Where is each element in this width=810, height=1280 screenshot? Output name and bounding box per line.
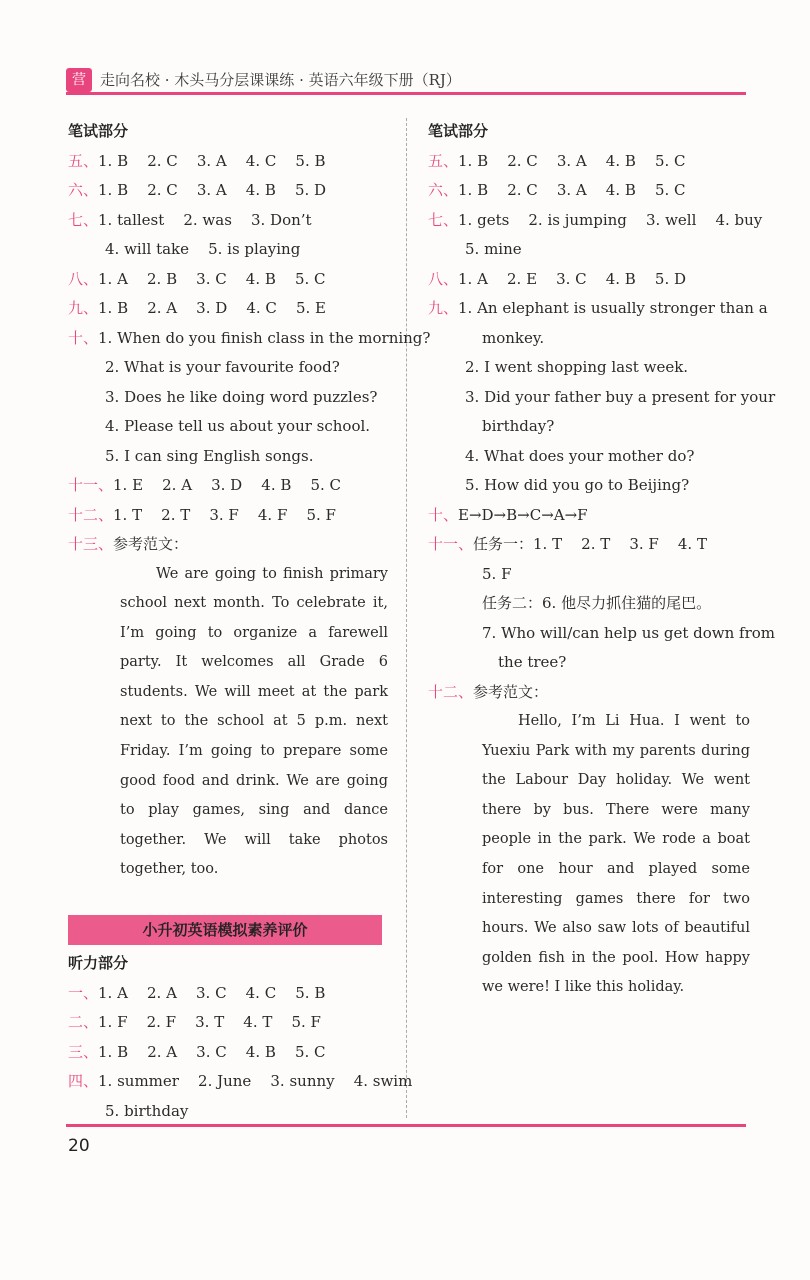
answer-text: 1. summer 2. June 3. sunny 4. swim xyxy=(98,1072,413,1091)
answer-row xyxy=(68,235,388,265)
answer-text: 1. tallest 2. was 3. Don’t xyxy=(98,210,312,229)
header-rule xyxy=(66,92,746,95)
answer-row xyxy=(68,147,388,177)
answer-row xyxy=(428,235,750,265)
answer-text: 1. B 2. C 3. A 4. B 5. C xyxy=(458,151,686,170)
question-number: 三、 xyxy=(68,1042,99,1061)
question-number: 一、 xyxy=(68,983,99,1002)
section-title: 听力部分 xyxy=(68,954,129,973)
answer-row xyxy=(428,147,750,177)
answer-text: 2. I went shopping last week. xyxy=(465,358,689,376)
answer-text: 5. How did you go to Beijing? xyxy=(465,476,690,494)
answer-list xyxy=(428,147,776,708)
question-number: 六、 xyxy=(68,181,99,199)
question-number: 八、 xyxy=(428,269,459,288)
question-number: 十一、 xyxy=(68,476,114,494)
answer-row xyxy=(68,383,388,413)
essay-paragraph: We are going to finish primary school next month. To celebrate it, I’m going to organize a farewell party. It welcomes all Grade 6 students. We will meet at the park next to the school at 5 p.m. next Friday. I’m going to prepare some good food and drink. We are going to play games, sing and dance together. We will take photos together, too. xyxy=(120,565,388,878)
question-number: 七、 xyxy=(428,210,459,229)
answer-row xyxy=(68,176,388,206)
question-number: 十二、 xyxy=(68,505,114,524)
answer-row xyxy=(428,501,750,531)
answer-text: monkey. xyxy=(482,328,545,347)
right-column xyxy=(428,117,776,1003)
answer-list xyxy=(68,979,413,1127)
answer-row xyxy=(68,530,388,560)
answer-row xyxy=(428,619,775,649)
answer-text: 1. An elephant is usually stronger than a xyxy=(458,299,768,317)
answer-text: 2. What is your favourite food? xyxy=(105,358,340,376)
answer-row xyxy=(68,1067,413,1097)
answer-text: E→D→B→C→A→F xyxy=(458,505,588,524)
answer-row xyxy=(428,294,768,324)
header-title: 走向名校 · 木头马分层课课练 · 英语六年级下册（RJ） xyxy=(100,71,461,89)
answer-text: 1. When do you finish class in the morning? xyxy=(98,328,431,347)
section-title: 笔试部分 xyxy=(68,122,129,140)
answer-row xyxy=(68,206,388,236)
question-number: 八、 xyxy=(68,269,99,288)
answer-row xyxy=(428,412,750,442)
answer-text: 4. will take 5. is playing xyxy=(105,240,301,258)
footer-rule xyxy=(66,1124,746,1127)
answer-row xyxy=(428,678,750,708)
answer-text: 4. Please tell us about your school. xyxy=(105,417,371,435)
answer-text: 5. mine xyxy=(465,240,522,258)
answer-row xyxy=(68,412,388,442)
answer-row xyxy=(428,176,750,206)
section-banner: 小升初英语模拟素养评价 xyxy=(68,915,382,945)
question-number: 七、 xyxy=(68,210,99,229)
answer-row xyxy=(68,501,388,531)
answer-text: the tree? xyxy=(498,653,567,671)
column-divider xyxy=(406,118,407,1118)
answer-row xyxy=(68,324,431,354)
answer-text: 7. Who will/can help us get down from xyxy=(482,623,775,642)
question-number: 六、 xyxy=(428,181,459,199)
answer-text: birthday? xyxy=(482,417,555,435)
answer-text: 参考范文： xyxy=(113,535,189,553)
question-number: 九、 xyxy=(68,299,99,317)
question-number: 十一、 xyxy=(428,535,474,553)
answer-text: 3. Does he like doing word puzzles? xyxy=(105,387,378,406)
question-number: 十二、 xyxy=(428,682,474,701)
answer-row xyxy=(68,1038,388,1068)
answer-row xyxy=(68,265,388,295)
question-number: 四、 xyxy=(68,1072,99,1091)
answer-text: 3. Did your father buy a present for your xyxy=(465,387,776,406)
answer-row xyxy=(428,648,750,678)
left-column xyxy=(68,117,431,1126)
answer-row xyxy=(68,1008,388,1038)
question-number: 二、 xyxy=(68,1013,99,1032)
answer-text: 1. F 2. F 3. T 4. T 5. F xyxy=(98,1013,321,1032)
answer-row xyxy=(428,560,750,590)
answer-text: 任务二：6. 他尽力抓住猫的尾巴。 xyxy=(482,594,712,612)
answer-text: 1. A 2. B 3. C 4. B 5. C xyxy=(98,269,326,288)
answer-text: 1. B 2. A 3. D 4. C 5. E xyxy=(98,299,327,317)
answer-row xyxy=(428,471,750,501)
answer-row xyxy=(68,1097,388,1127)
answer-text: 1. A 2. A 3. C 4. C 5. B xyxy=(98,983,326,1002)
answer-row xyxy=(428,206,763,236)
answer-row xyxy=(428,589,750,619)
answer-row xyxy=(428,353,750,383)
question-number: 五、 xyxy=(68,151,99,170)
answer-text: 1. T 2. T 3. F 4. F 5. F xyxy=(113,505,336,524)
answer-text: 任务一：1. T 2. T 3. F 4. T xyxy=(473,535,707,553)
answer-text: 5. birthday xyxy=(105,1101,189,1120)
answer-text: 1. B 2. C 3. A 4. C 5. B xyxy=(98,151,326,170)
essay-paragraph: Hello, I’m Li Hua. I went to Yuexiu Park with my parents during the Labour Day holiday. We went there by bus. There were many people in the park. We rode a boat for one hour and played some interesting games there for two hours. We also saw lots of beautiful golden fish in the pool. How happy we were! I like this holiday. xyxy=(482,713,750,996)
answer-text: 1. E 2. A 3. D 4. B 5. C xyxy=(113,476,342,494)
question-number: 十三、 xyxy=(68,535,114,553)
answer-text: 5. F xyxy=(482,564,512,583)
question-number: 十、 xyxy=(428,505,459,524)
answer-text: 1. B 2. C 3. A 4. B 5. D xyxy=(98,181,327,199)
answer-row xyxy=(428,530,750,560)
question-number: 十、 xyxy=(68,328,99,347)
answer-text: 1. B 2. A 3. C 4. B 5. C xyxy=(98,1042,326,1061)
answer-row xyxy=(428,265,750,295)
section-title: 笔试部分 xyxy=(428,122,489,140)
answer-row xyxy=(428,383,776,413)
page-number: 20 xyxy=(68,1136,90,1156)
answer-row xyxy=(68,353,388,383)
answer-row xyxy=(68,294,388,324)
answer-text: 参考范文： xyxy=(473,682,549,701)
book-logo-icon: 营 xyxy=(66,68,92,92)
answer-row xyxy=(428,324,750,354)
question-number: 九、 xyxy=(428,299,459,317)
answer-text: 1. B 2. C 3. A 4. B 5. C xyxy=(458,181,686,199)
answer-text: 1. gets 2. is jumping 3. well 4. buy xyxy=(458,210,763,229)
answer-row xyxy=(68,471,388,501)
answer-text: 5. I can sing English songs. xyxy=(105,446,314,465)
answer-row xyxy=(68,979,388,1009)
answer-row xyxy=(428,442,750,472)
answer-text: 4. What does your mother do? xyxy=(465,446,695,465)
question-number: 五、 xyxy=(428,151,459,170)
answer-list xyxy=(68,147,431,560)
answer-row xyxy=(68,442,388,472)
answer-text: 1. A 2. E 3. C 4. B 5. D xyxy=(458,269,687,288)
